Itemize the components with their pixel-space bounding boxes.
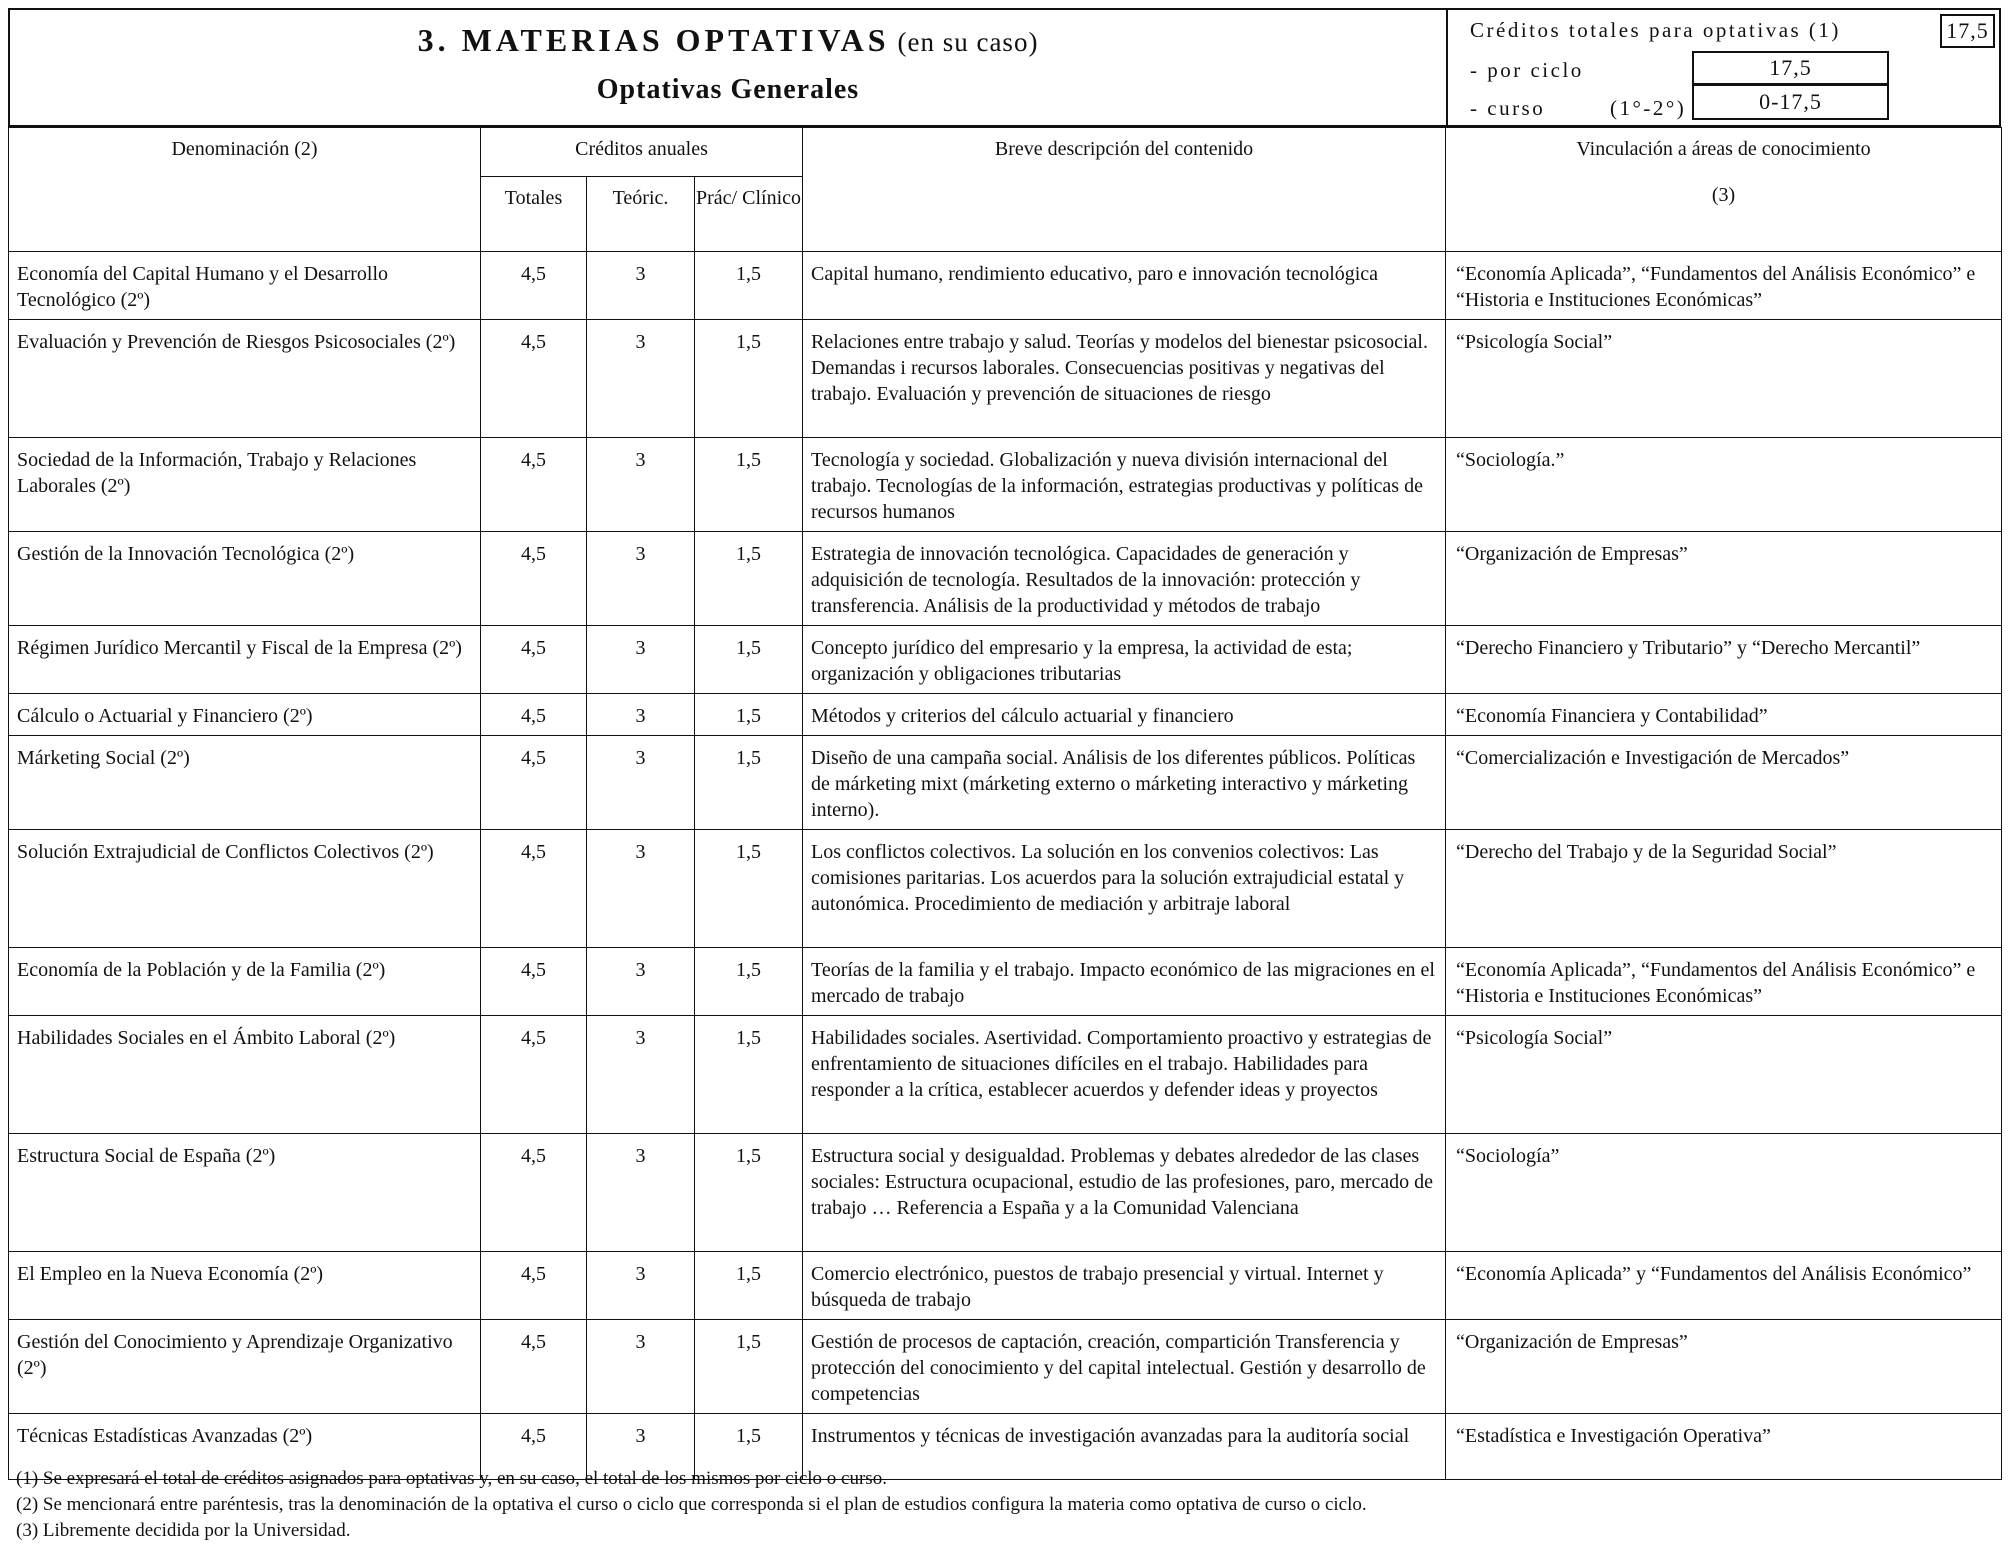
col-header-denominacion: Denominación (2) <box>9 128 481 252</box>
row-vinculacion: “Derecho del Trabajo y de la Seguridad Social” <box>1446 830 2002 948</box>
row-totales: 4,5 <box>481 1134 587 1252</box>
row-denominacion: Solución Extrajudicial de Conflictos Colectivos (2º) <box>9 830 481 948</box>
row-totales: 4,5 <box>481 1016 587 1134</box>
table-row <box>9 1134 2002 1252</box>
curso-range: (1°-2°) <box>1610 96 1687 120</box>
table-row <box>9 626 2002 694</box>
curso-label: - curso <box>1470 96 1546 120</box>
row-teoric: 3 <box>587 830 695 948</box>
table-row <box>9 438 2002 532</box>
section-header <box>8 8 2001 127</box>
row-prac: 1,5 <box>695 1134 803 1252</box>
row-teoric: 3 <box>587 736 695 830</box>
footnote-2: (2) Se mencionará entre paréntesis, tras la denominación de la optativa el curso o ciclo que corresponda si el plan de estudios configura la materia como optativa de curso o ciclo. <box>16 1494 1367 1515</box>
row-prac: 1,5 <box>695 1252 803 1320</box>
row-vinculacion: “Economía Aplicada”, “Fundamentos del Análisis Económico” e “Historia e Instituciones Económicas” <box>1446 252 2002 320</box>
optativas-table <box>8 127 2002 1480</box>
row-descripcion: Comercio electrónico, puestos de trabajo presencial y virtual. Internet y búsqueda de trabajo <box>803 1252 1446 1320</box>
table-row <box>9 532 2002 626</box>
col-header-vinculacion-note: (3) <box>1711 184 1736 206</box>
row-prac: 1,5 <box>695 1320 803 1414</box>
row-vinculacion: “Economía Aplicada”, “Fundamentos del Análisis Económico” e “Historia e Instituciones Económicas” <box>1446 948 2002 1016</box>
por-ciclo-value: 17,5 <box>1692 51 1889 85</box>
row-totales: 4,5 <box>481 626 587 694</box>
row-vinculacion: “Sociología.” <box>1446 438 2002 532</box>
row-vinculacion: “Psicología Social” <box>1446 320 2002 438</box>
row-totales: 4,5 <box>481 1252 587 1320</box>
row-prac: 1,5 <box>695 532 803 626</box>
row-prac: 1,5 <box>695 1016 803 1134</box>
table-row <box>9 1252 2002 1320</box>
footnote-3: (3) Libremente decidida por la Universidad. <box>16 1520 351 1541</box>
row-denominacion: Economía del Capital Humano y el Desarrollo Tecnológico (2º) <box>9 252 481 320</box>
por-ciclo-label: - por ciclo <box>1470 58 1584 82</box>
row-denominacion: Cálculo o Actuarial y Financiero (2º) <box>9 694 481 736</box>
row-totales: 4,5 <box>481 736 587 830</box>
table-row <box>9 320 2002 438</box>
footnote-1: (1) Se expresará el total de créditos asignados para optativas y, en su caso, el total de los mismos por ciclo o curso. <box>16 1468 887 1489</box>
row-descripcion: Concepto jurídico del empresario y la empresa, la actividad de esta; organización y obligaciones tributarias <box>803 626 1446 694</box>
row-vinculacion: “Psicología Social” <box>1446 1016 2002 1134</box>
col-header-vinculacion-label: Vinculación a áreas de conocimiento <box>1576 138 1871 160</box>
row-denominacion: Evaluación y Prevención de Riesgos Psicosociales (2º) <box>9 320 481 438</box>
col-header-prac: Prác/ Clínico <box>695 177 803 252</box>
row-denominacion: Sociedad de la Información, Trabajo y Relaciones Laborales (2º) <box>9 438 481 532</box>
row-denominacion: Régimen Jurídico Mercantil y Fiscal de la Empresa (2º) <box>9 626 481 694</box>
row-totales: 4,5 <box>481 1414 587 1480</box>
row-teoric: 3 <box>587 320 695 438</box>
title-suffix: (en su caso) <box>897 27 1039 57</box>
row-prac: 1,5 <box>695 252 803 320</box>
row-teoric: 3 <box>587 438 695 532</box>
row-teoric: 3 <box>587 252 695 320</box>
row-vinculacion: “Comercialización e Investigación de Mercados” <box>1446 736 2002 830</box>
row-teoric: 3 <box>587 626 695 694</box>
row-prac: 1,5 <box>695 948 803 1016</box>
row-denominacion: Márketing Social (2º) <box>9 736 481 830</box>
row-teoric: 3 <box>587 1414 695 1480</box>
table-row <box>9 1320 2002 1414</box>
credits-total-label: Créditos totales para optativas (1) <box>1470 18 1841 42</box>
col-header-teoric: Teóric. <box>587 177 695 252</box>
row-teoric: 3 <box>587 1016 695 1134</box>
row-totales: 4,5 <box>481 532 587 626</box>
row-denominacion: Habilidades Sociales en el Ámbito Laboral (2º) <box>9 1016 481 1134</box>
row-prac: 1,5 <box>695 320 803 438</box>
row-totales: 4,5 <box>481 830 587 948</box>
row-denominacion: Estructura Social de España (2º) <box>9 1134 481 1252</box>
row-descripcion: Métodos y criterios del cálculo actuarial y financiero <box>803 694 1446 736</box>
table-row <box>9 948 2002 1016</box>
row-descripcion: Relaciones entre trabajo y salud. Teorías y modelos del bienestar psicosocial. Demandas i recursos laborales. Consecuencias positivas y negativas del trabajo. Evaluación y prevención de situaciones de riesgo <box>803 320 1446 438</box>
col-header-vinculacion <box>1446 128 2002 252</box>
row-descripcion: Los conflictos colectivos. La solución en los convenios colectivos: Las comisiones paritarias. Los acuerdos para la solución extrajudicial estatal y autonómica. Procedimiento de mediación y arbitraje laboral <box>803 830 1446 948</box>
footnotes <box>16 1466 1367 1544</box>
row-totales: 4,5 <box>481 1320 587 1414</box>
row-denominacion: El Empleo en la Nueva Economía (2º) <box>9 1252 481 1320</box>
page-subtitle: Optativas Generales <box>596 74 860 105</box>
row-prac: 1,5 <box>695 830 803 948</box>
row-prac: 1,5 <box>695 736 803 830</box>
row-teoric: 3 <box>587 694 695 736</box>
row-denominacion: Gestión del Conocimiento y Aprendizaje Organizativo (2º) <box>9 1320 481 1414</box>
row-vinculacion: “Estadística e Investigación Operativa” <box>1446 1414 2002 1480</box>
row-vinculacion: “Organización de Empresas” <box>1446 532 2002 626</box>
row-totales: 4,5 <box>481 694 587 736</box>
row-descripcion: Instrumentos y técnicas de investigación avanzadas para la auditoría social <box>803 1414 1446 1480</box>
credits-block <box>1450 10 2001 125</box>
row-prac: 1,5 <box>695 626 803 694</box>
table-row <box>9 694 2002 736</box>
row-descripcion: Habilidades sociales. Asertividad. Comportamiento proactivo y estrategias de enfrentamiento de situaciones difíciles en el trabajo. Habilidades para responder a la crítica, establecer acuerdos y defender ideas y proyectos <box>803 1016 1446 1134</box>
table-row <box>9 736 2002 830</box>
row-teoric: 3 <box>587 1320 695 1414</box>
row-teoric: 3 <box>587 532 695 626</box>
row-descripcion: Capital humano, rendimiento educativo, paro e innovación tecnológica <box>803 252 1446 320</box>
row-totales: 4,5 <box>481 438 587 532</box>
row-teoric: 3 <box>587 1134 695 1252</box>
col-header-totales: Totales <box>481 177 587 252</box>
col-header-creditos: Créditos anuales <box>481 128 803 177</box>
row-totales: 4,5 <box>481 320 587 438</box>
row-prac: 1,5 <box>695 438 803 532</box>
row-descripcion: Gestión de procesos de captación, creación, compartición Transferencia y protección del conocimiento y del capital intelectual. Gestión y desarrollo de competencias <box>803 1320 1446 1414</box>
page-title <box>10 22 1446 59</box>
header-row <box>9 128 2002 177</box>
title-main: 3. MATERIAS OPTATIVAS <box>417 22 890 58</box>
row-totales: 4,5 <box>481 252 587 320</box>
row-descripcion: Teorías de la familia y el trabajo. Impacto económico de las migraciones en el mercado de trabajo <box>803 948 1446 1016</box>
row-prac: 1,5 <box>695 1414 803 1480</box>
row-descripcion: Tecnología y sociedad. Globalización y nueva división internacional del trabajo. Tecnologías de la información, estrategias productivas y políticas de recursos humanos <box>803 438 1446 532</box>
row-teoric: 3 <box>587 1252 695 1320</box>
title-block <box>10 10 1448 125</box>
row-vinculacion: “Economía Financiera y Contabilidad” <box>1446 694 2002 736</box>
credits-total-value: 17,5 <box>1940 14 1995 48</box>
row-denominacion: Técnicas Estadísticas Avanzadas (2º) <box>9 1414 481 1480</box>
row-prac: 1,5 <box>695 694 803 736</box>
row-descripcion: Diseño de una campaña social. Análisis de los diferentes públicos. Políticas de márketing mixt (márketing externo o márketing interactivo y márketing interno). <box>803 736 1446 830</box>
col-header-descripcion: Breve descripción del contenido <box>803 128 1446 252</box>
row-descripcion: Estructura social y desigualdad. Problemas y debates alrededor de las clases sociales: Estructura ocupacional, estudio de las profesiones, paro, mercado de trabajo … Referencia a España y a la Comunidad Valenciana <box>803 1134 1446 1252</box>
table-row <box>9 1016 2002 1134</box>
table-body <box>9 252 2002 1480</box>
row-denominacion: Gestión de la Innovación Tecnológica (2º) <box>9 532 481 626</box>
row-teoric: 3 <box>587 948 695 1016</box>
row-denominacion: Economía de la Población y de la Familia (2º) <box>9 948 481 1016</box>
row-vinculacion: “Derecho Financiero y Tributario” y “Derecho Mercantil” <box>1446 626 2002 694</box>
curso-value: 0-17,5 <box>1692 84 1889 120</box>
row-vinculacion: “Sociología” <box>1446 1134 2002 1252</box>
row-vinculacion: “Organización de Empresas” <box>1446 1320 2002 1414</box>
row-descripcion: Estrategia de innovación tecnológica. Capacidades de generación y adquisición de tecnología. Resultados de la innovación: protección y transferencia. Análisis de la productividad y métodos de trabajo <box>803 532 1446 626</box>
table-row <box>9 830 2002 948</box>
row-totales: 4,5 <box>481 948 587 1016</box>
table-row <box>9 252 2002 320</box>
row-vinculacion: “Economía Aplicada” y “Fundamentos del Análisis Económico” <box>1446 1252 2002 1320</box>
